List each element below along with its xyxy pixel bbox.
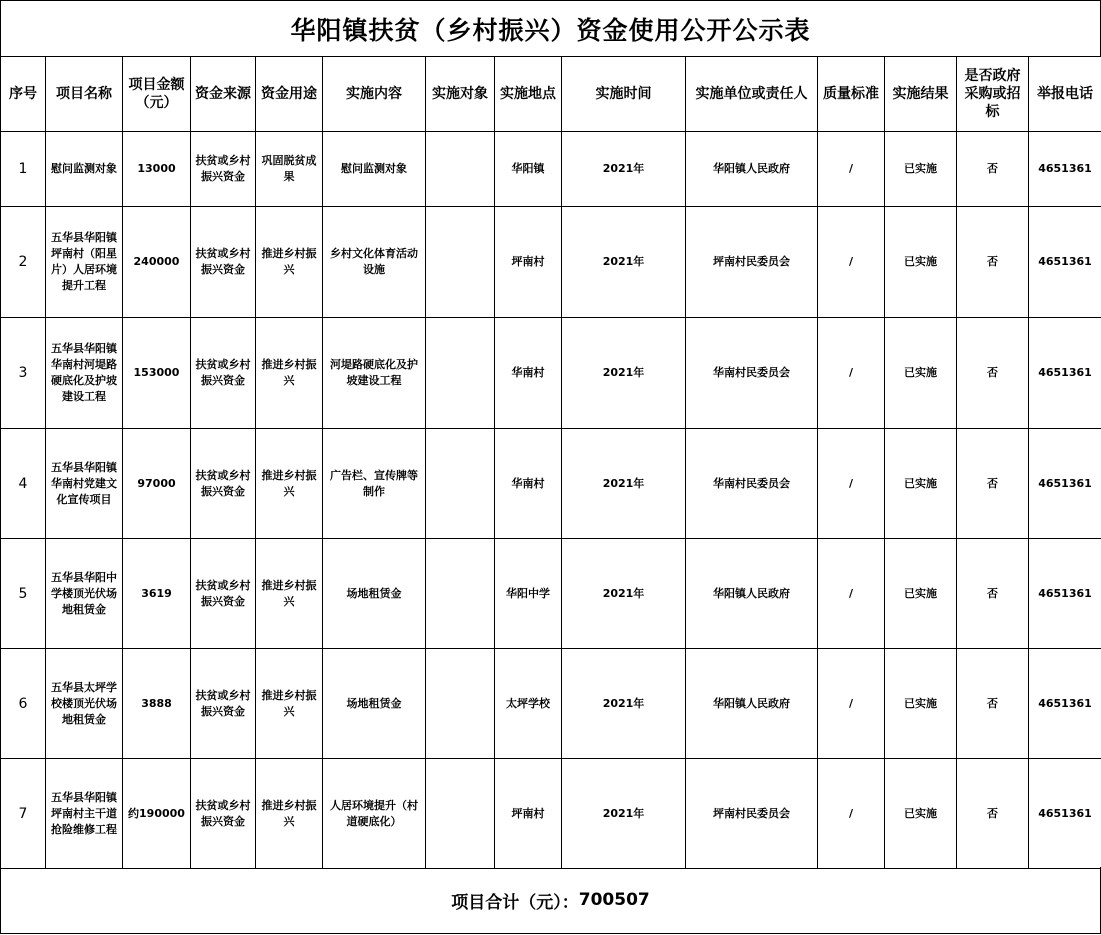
cell-content: 慰问监测对象 [323,132,426,207]
cell-unit: 华阳镇人民政府 [686,539,818,649]
col-header-time: 实施时间 [562,57,686,132]
cell-target [426,429,495,539]
cell-amount: 约190000 [123,759,191,869]
cell-procurement: 否 [957,649,1029,759]
cell-quality: / [818,649,885,759]
cell-source: 扶贫或乡村振兴资金 [191,539,256,649]
cell-source: 扶贫或乡村振兴资金 [191,207,256,318]
cell-phone: 4651361 [1029,429,1101,539]
total-value: 700507 [578,890,650,910]
cell-content: 场地租赁金 [323,539,426,649]
col-header-unit: 实施单位或责任人 [686,57,818,132]
cell-result: 已实施 [885,132,957,207]
col-header-procurement: 是否政府采购或招标 [957,57,1029,132]
cell-result: 已实施 [885,539,957,649]
cell-quality: / [818,207,885,318]
cell-amount: 97000 [123,429,191,539]
cell-quality: / [818,759,885,869]
header-row [1,57,1101,132]
cell-content: 河堤路硬底化及护坡建设工程 [323,318,426,429]
cell-seq: 2 [1,207,46,318]
cell-source: 扶贫或乡村振兴资金 [191,429,256,539]
table-row [1,207,1101,318]
cell-purpose: 推进乡村振兴 [256,207,323,318]
col-header-phone: 举报电话 [1029,57,1101,132]
col-header-content: 实施内容 [323,57,426,132]
cell-phone: 4651361 [1029,318,1101,429]
cell-unit: 华南村民委员会 [686,318,818,429]
page-title: 华阳镇扶贫（乡村振兴）资金使用公开公示表 [0,0,1101,57]
cell-result: 已实施 [885,429,957,539]
cell-location: 太坪学校 [495,649,562,759]
col-header-amount: 项目金额（元） [123,57,191,132]
cell-amount: 153000 [123,318,191,429]
table-row [1,132,1101,207]
cell-quality: / [818,318,885,429]
col-header-name: 项目名称 [46,57,123,132]
cell-time: 2021年 [562,318,686,429]
cell-phone: 4651361 [1029,207,1101,318]
cell-purpose: 推进乡村振兴 [256,649,323,759]
cell-quality: / [818,132,885,207]
cell-content: 场地租赁金 [323,649,426,759]
cell-purpose: 巩固脱贫成果 [256,132,323,207]
col-header-result: 实施结果 [885,57,957,132]
total-footer [0,867,1101,934]
cell-time: 2021年 [562,132,686,207]
cell-purpose: 推进乡村振兴 [256,318,323,429]
col-header-source: 资金来源 [191,57,256,132]
table-row [1,539,1101,649]
cell-procurement: 否 [957,132,1029,207]
cell-location: 坪南村 [495,759,562,869]
cell-time: 2021年 [562,207,686,318]
cell-content: 广告栏、宣传牌等制作 [323,429,426,539]
cell-procurement: 否 [957,539,1029,649]
col-header-target: 实施对象 [426,57,495,132]
cell-name: 慰问监测对象 [46,132,123,207]
cell-seq: 7 [1,759,46,869]
cell-seq: 5 [1,539,46,649]
cell-location: 华南村 [495,318,562,429]
cell-procurement: 否 [957,318,1029,429]
col-header-seq: 序号 [1,57,46,132]
cell-time: 2021年 [562,649,686,759]
col-header-purpose: 资金用途 [256,57,323,132]
cell-target [426,649,495,759]
cell-amount: 3888 [123,649,191,759]
cell-target [426,759,495,869]
cell-content: 人居环境提升（村道硬底化） [323,759,426,869]
cell-procurement: 否 [957,759,1029,869]
cell-procurement: 否 [957,207,1029,318]
cell-source: 扶贫或乡村振兴资金 [191,759,256,869]
cell-name: 五华县华阳中学楼顶光伏场地租赁金 [46,539,123,649]
cell-name: 五华县华阳镇华南村河堤路硬底化及护坡建设工程 [46,318,123,429]
cell-location: 华阳中学 [495,539,562,649]
table-row [1,759,1101,869]
cell-content: 乡村文化体育活动设施 [323,207,426,318]
cell-target [426,318,495,429]
cell-unit: 坪南村民委员会 [686,759,818,869]
cell-unit: 华阳镇人民政府 [686,132,818,207]
cell-amount: 13000 [123,132,191,207]
cell-result: 已实施 [885,207,957,318]
cell-seq: 1 [1,132,46,207]
cell-amount: 3619 [123,539,191,649]
cell-source: 扶贫或乡村振兴资金 [191,318,256,429]
table-row [1,429,1101,539]
cell-quality: / [818,539,885,649]
cell-phone: 4651361 [1029,759,1101,869]
cell-target [426,207,495,318]
cell-location: 华南村 [495,429,562,539]
cell-time: 2021年 [562,429,686,539]
cell-seq: 4 [1,429,46,539]
cell-quality: / [818,429,885,539]
cell-name: 五华县华阳镇华南村党建文化宣传项目 [46,429,123,539]
cell-location: 华阳镇 [495,132,562,207]
funds-table [0,56,1101,869]
cell-unit: 华南村民委员会 [686,429,818,539]
cell-name: 五华县华阳镇坪南村（阳星片）人居环境提升工程 [46,207,123,318]
cell-time: 2021年 [562,759,686,869]
cell-result: 已实施 [885,318,957,429]
cell-seq: 3 [1,318,46,429]
cell-unit: 华阳镇人民政府 [686,649,818,759]
cell-procurement: 否 [957,429,1029,539]
cell-source: 扶贫或乡村振兴资金 [191,649,256,759]
cell-time: 2021年 [562,539,686,649]
cell-name: 五华县太坪学校楼顶光伏场地租赁金 [46,649,123,759]
table-row [1,318,1101,429]
cell-result: 已实施 [885,759,957,869]
cell-phone: 4651361 [1029,539,1101,649]
cell-purpose: 推进乡村振兴 [256,539,323,649]
cell-location: 坪南村 [495,207,562,318]
total-label: 项目合计（元）： [451,892,579,913]
cell-name: 五华县华阳镇坪南村主干道抢险维修工程 [46,759,123,869]
col-header-location: 实施地点 [495,57,562,132]
table-row [1,649,1101,759]
cell-result: 已实施 [885,649,957,759]
cell-unit: 坪南村民委员会 [686,207,818,318]
cell-purpose: 推进乡村振兴 [256,429,323,539]
cell-source: 扶贫或乡村振兴资金 [191,132,256,207]
cell-seq: 6 [1,649,46,759]
cell-purpose: 推进乡村振兴 [256,759,323,869]
cell-phone: 4651361 [1029,132,1101,207]
cell-phone: 4651361 [1029,649,1101,759]
cell-amount: 240000 [123,207,191,318]
col-header-quality: 质量标准 [818,57,885,132]
cell-target [426,539,495,649]
cell-target [426,132,495,207]
